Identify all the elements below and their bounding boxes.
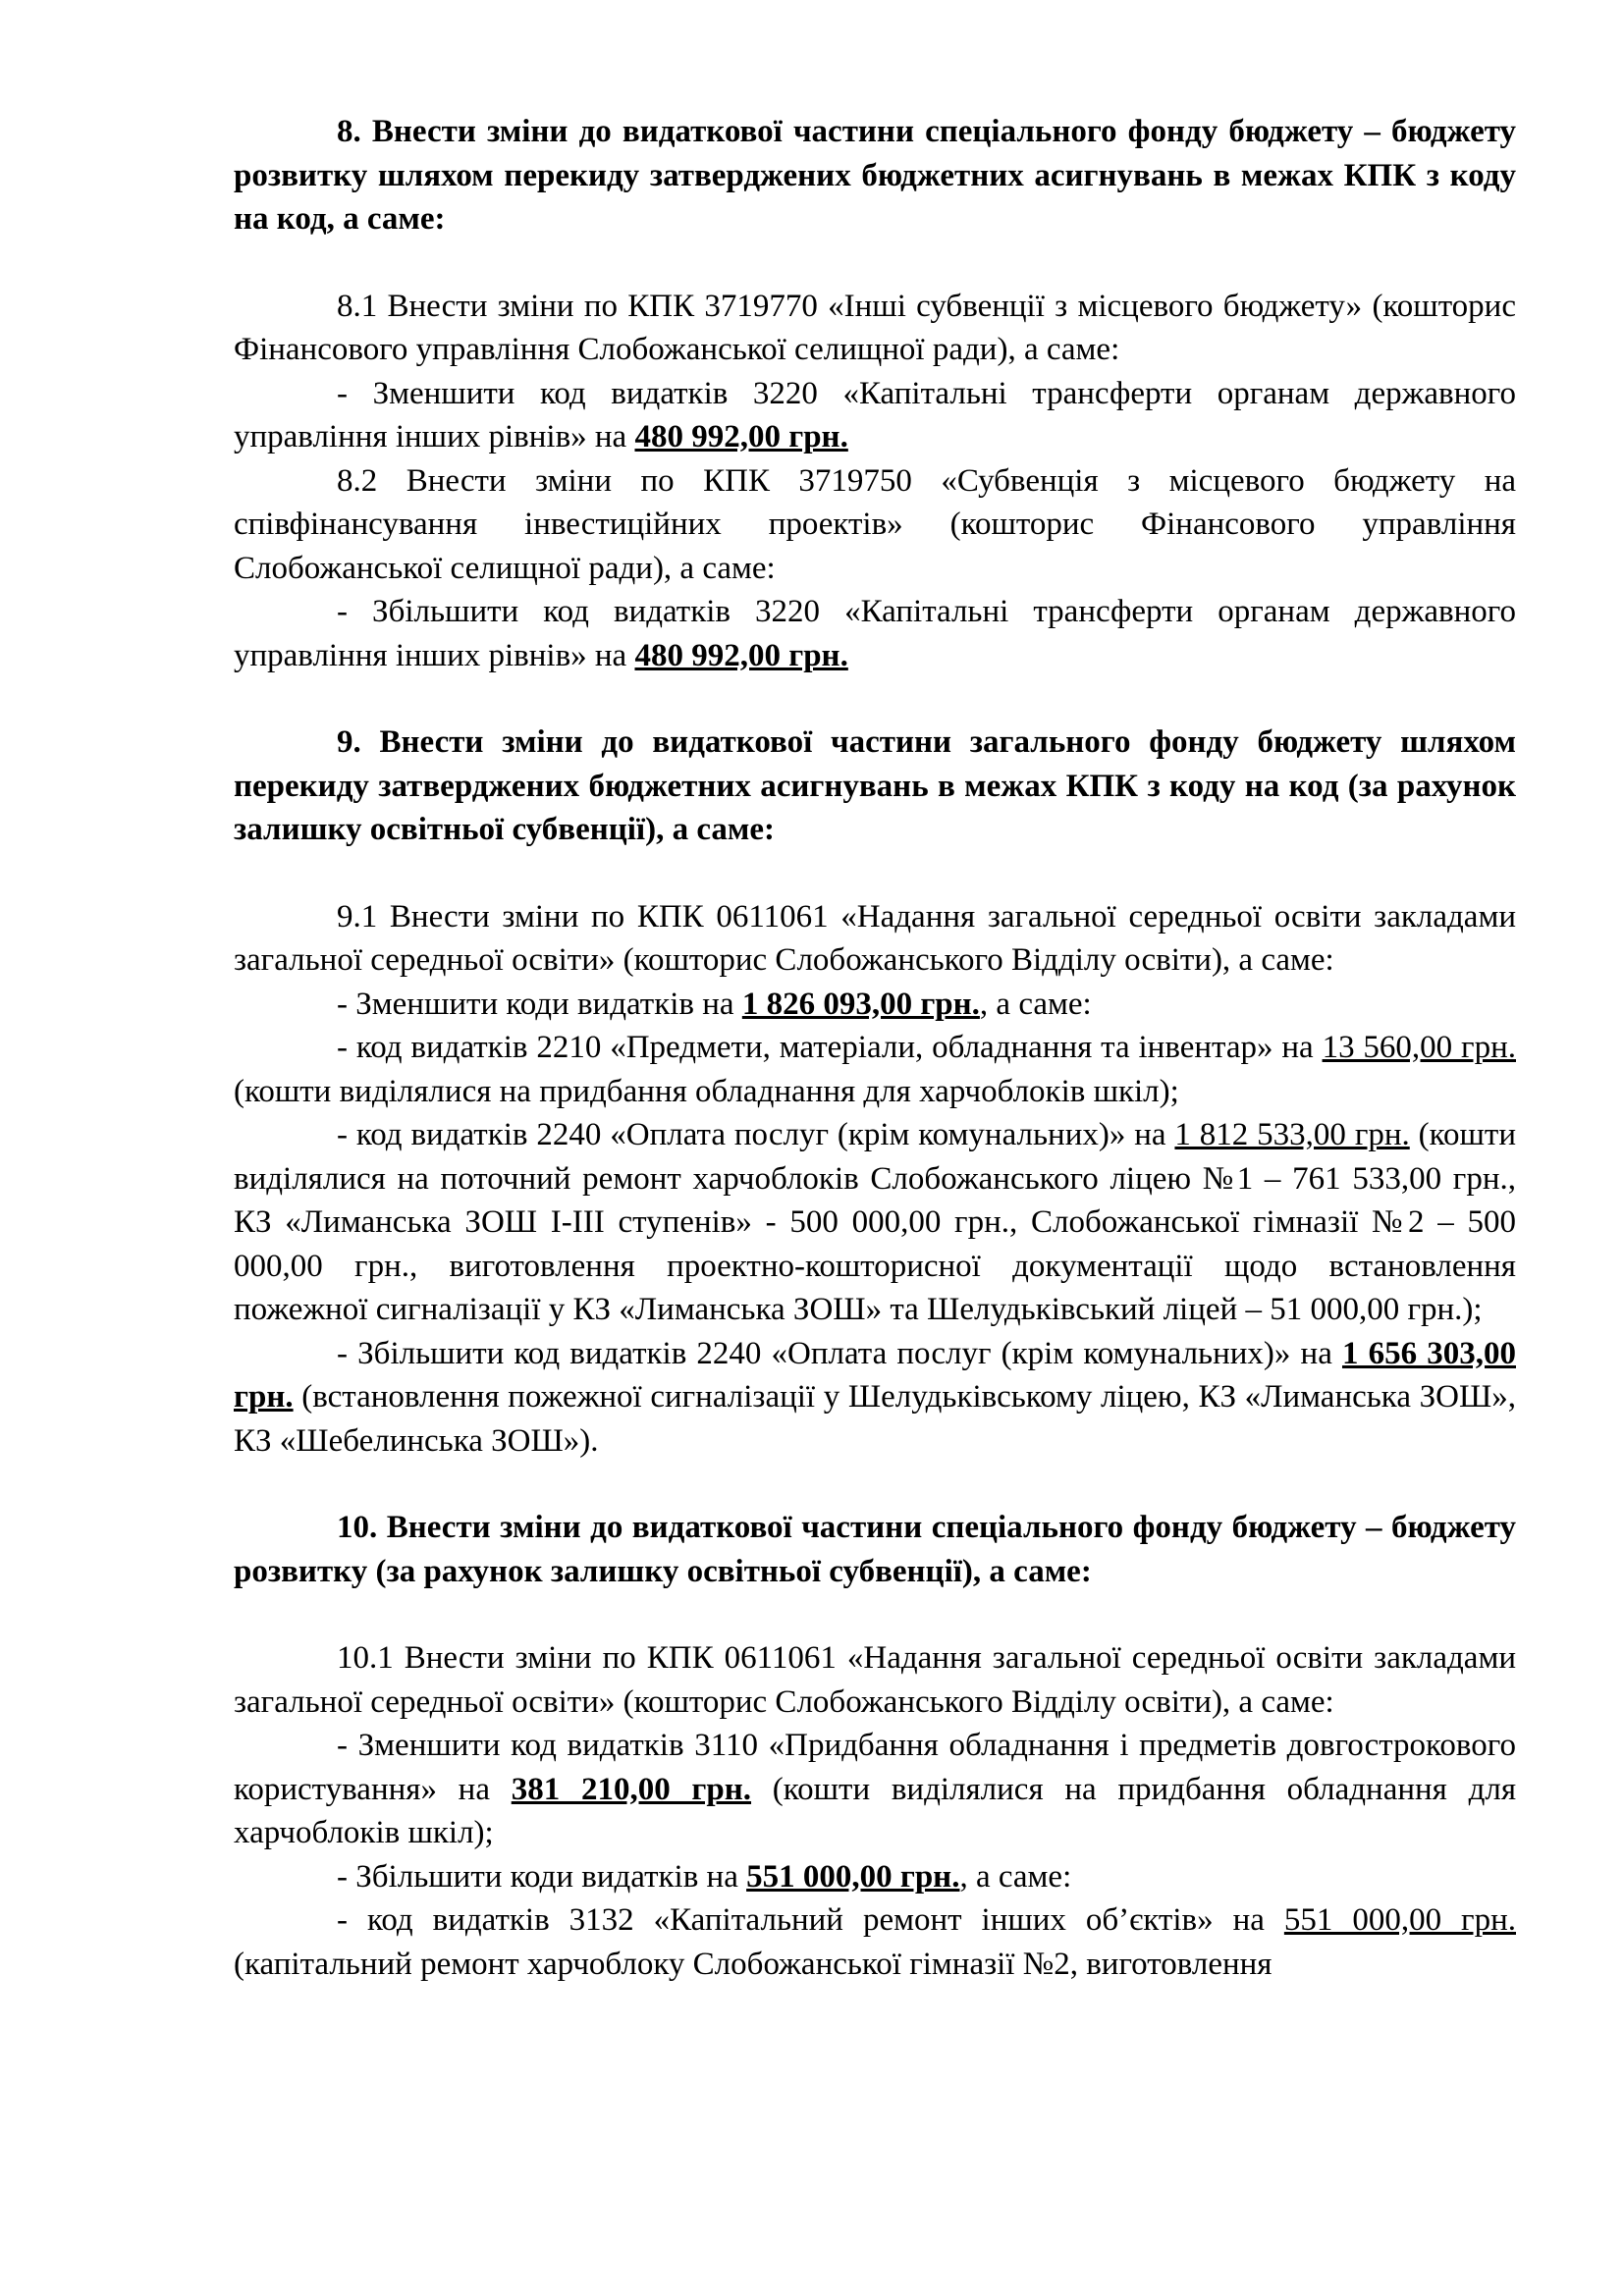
item-9-1: 9.1 Внести зміни по КПК 0611061 «Надання загальної середньої освіти закладами загальної середньої освіти» (кошторис Слобожанського Відділу освіти), а саме: (234, 898, 1516, 978)
amount: 1 826 093,00 грн. (741, 986, 980, 1022)
amount: 480 992,00 грн. (634, 637, 848, 673)
text: - код видатків 3132 «Капітальний ремонт інших об’єктів» на (337, 1902, 1284, 1938)
text: - Збільшити код видатків 3220 «Капітальні трансферти органам державного управління інших рівнів» на (234, 594, 1516, 673)
text: (кошти виділялися на придбання обладнання для харчоблоків шкіл); (234, 1771, 1517, 1850)
item-9-1-code-2210 (234, 1026, 1516, 1113)
document-page (234, 110, 1516, 1986)
text: (капітальний ремонт харчоблоку Слобожанської гімназії №2, виготовлення (234, 1946, 1272, 1982)
item-8-2-increase (234, 590, 1516, 677)
section-10-heading: 10. Внести зміни до видаткової частини спеціального фонду бюджету – бюджету розвитку (за рахунок залишку освітньої субвенції), а саме: (234, 1510, 1516, 1589)
item-9-1-code-2240 (234, 1113, 1516, 1332)
amount: 1 656 303,00 грн. (234, 1335, 1516, 1415)
text: - Зменшити код видатків 3220 «Капітальні трансферти органам державного управління інших рівнів» на (234, 375, 1516, 454)
item-9-1-decrease (234, 983, 1516, 1027)
amount: 381 210,00 грн. (511, 1771, 752, 1807)
section-8-heading: 8. Внести зміни до видаткової частини спеціального фонду бюджету – бюджету розвитку шляхом перекиду затверджених бюджетних асигнувань в межах КПК з коду на код, а саме: (234, 114, 1516, 237)
amount: 1 812 533,00 грн. (1174, 1117, 1410, 1152)
item-8-2: 8.2 Внести зміни по КПК 3719750 «Субвенція з місцевого бюджету на співфінансування інвестиційних проектів» (кошторис Фінансового управління Слобожанської селищної ради), а саме: (234, 462, 1516, 586)
text: - Збільшити коди видатків на (337, 1858, 747, 1895)
text: (встановлення пожежної сигналізації у Шелудьківському ліцею, КЗ «Лиманська ЗОШ», КЗ «Шебелинська ЗОШ»). (234, 1379, 1516, 1459)
text: - Збільшити код видатків 2240 «Оплата послуг (крім комунальних)» на (337, 1335, 1342, 1371)
item-8-1: 8.1 Внести зміни по КПК 3719770 «Інші субвенції з місцевого бюджету» (кошторис Фінансового управління Слобожанської селищної ради), а саме: (234, 288, 1516, 367)
amount: 480 992,00 грн. (634, 419, 848, 454)
amount: 13 560,00 грн. (1322, 1030, 1516, 1065)
amount: 551 000,00 грн. (1283, 1902, 1516, 1938)
item-10-1-increase (234, 1855, 1516, 1899)
item-10-1-decrease (234, 1724, 1516, 1855)
text: - Зменшити коди видатків на (337, 986, 742, 1022)
section-9-heading: 9. Внести зміни до видаткової частини загального фонду бюджету шляхом перекиду затверджених бюджетних асигнувань в межах КПК з коду на код (за рахунок залишку освітньої субвенції), а саме: (234, 724, 1516, 847)
text: , а саме: (959, 1858, 1072, 1895)
text: (кошти виділялися на придбання обладнання для харчоблоків шкіл); (234, 1073, 1179, 1109)
text: - Зменшити код видатків 3110 «Придбання обладнання і предметів довгострокового користування» на (234, 1728, 1516, 1807)
item-10-1: 10.1 Внести зміни по КПК 0611061 «Надання загальної середньої освіти закладами загальної середньої освіти» (кошторис Слобожанського Відділу освіти), а саме: (234, 1640, 1516, 1720)
text: (кошти виділялися на поточний ремонт харчоблоків Слобожанського ліцею №1 – 761 533,00 грн., КЗ «Лиманська ЗОШ І-ІІІ ступенів» - 500 000,00 грн., Слобожанської гімназії №2 – 500 000,00 грн., виготовлення проектно-кошторисної документації щодо встановлення пожежної сигналізації у КЗ «Лиманська ЗОШ» та Шелудьківський ліцей – 51 000,00 грн.); (234, 1117, 1516, 1327)
text: - код видатків 2210 «Предмети, матеріали, обладнання та інвентар» на (337, 1030, 1323, 1065)
item-10-1-code-3132 (234, 1898, 1516, 1986)
text: , а саме: (979, 986, 1092, 1022)
amount: 551 000,00 грн. (746, 1858, 960, 1895)
text: - код видатків 2240 «Оплата послуг (крім комунальних)» на (337, 1117, 1175, 1152)
item-9-1-increase (234, 1332, 1516, 1464)
item-8-1-decrease (234, 372, 1516, 459)
